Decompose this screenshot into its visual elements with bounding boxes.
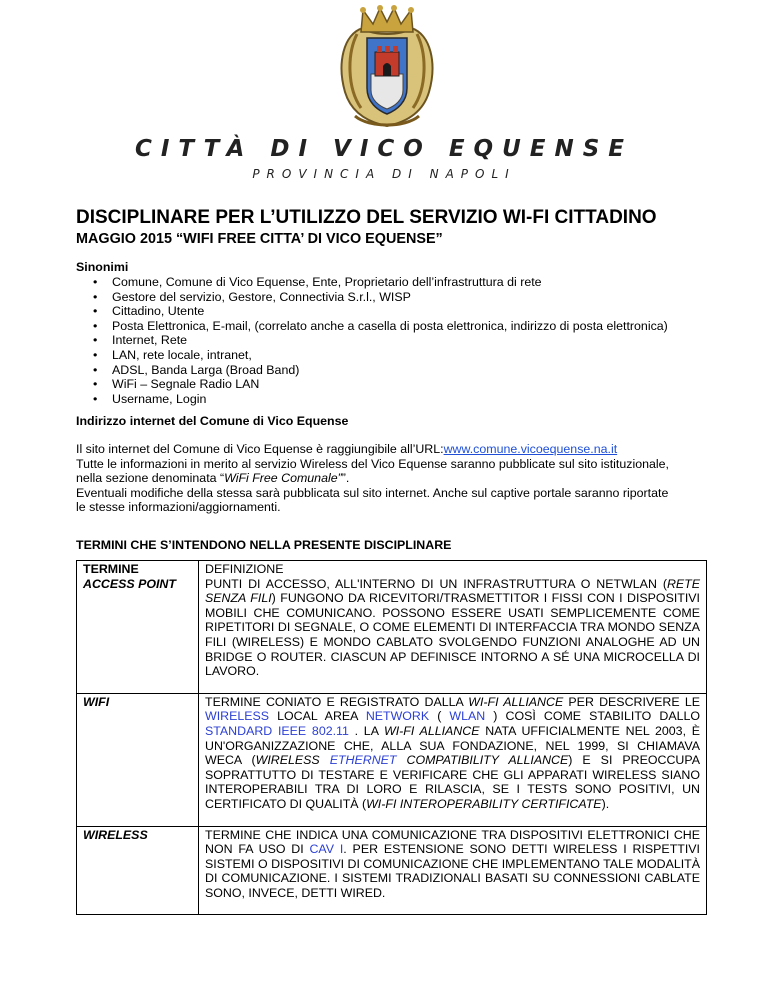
text: ”. <box>341 471 350 486</box>
text: NATA UFFICIALMENTE NEL 2003, È UN'ORGANIZZAZIONE CHE, ALLA SUA FONDAZIONE, NEL 1999, SI CHIAMAVA WECA ( <box>205 723 701 768</box>
city-name: CITTÀ DI VICO EQUENSE <box>135 136 633 162</box>
text: PER DESCRIVERE LE <box>563 694 700 709</box>
text: COMPATIBILITY ALLIANCE <box>396 753 569 768</box>
text: TERMINE CONIATO E REGISTRATO DALLA <box>205 694 469 709</box>
column-header-definition: DEFINIZIONE <box>205 562 284 576</box>
text: le stesse informazioni/aggiornamenti. <box>76 500 281 515</box>
text: Il sito internet del Comune di Vico Equense è raggiungibile all’URL: <box>76 442 444 456</box>
text: ). <box>601 796 610 811</box>
list-item: • Cittadino, Utente <box>76 304 668 319</box>
list-item: • Username, Login <box>76 392 668 407</box>
synonyms-heading: Sinonimi <box>76 260 129 274</box>
document-title: DISCIPLINARE PER L’UTILIZZO DEL SERVIZIO WI-FI CITTADINO <box>76 207 657 228</box>
text: . LA <box>348 723 385 738</box>
website-link[interactable]: www.comune.vicoequense.na.it <box>443 442 618 456</box>
list-item: • Gestore del servizio, Gestore, Connectivia S.r.l., WISP <box>76 290 668 305</box>
term-access-point: ACCESS POINT <box>83 576 176 591</box>
text: WI-FI ALLIANCE <box>468 694 564 709</box>
terms-table <box>76 560 707 915</box>
list-item: • WiFi – Segnale Radio LAN <box>76 377 668 392</box>
network-link[interactable]: NETWORK <box>365 709 430 724</box>
text: nella sezione denominata “ <box>76 471 225 486</box>
wireless-link[interactable]: WIRELESS <box>205 709 270 724</box>
cavi-link[interactable]: CAV I <box>309 842 344 857</box>
ethernet-link[interactable]: ETHERNET <box>329 753 397 768</box>
text: WI-FI ALLIANCE <box>384 723 480 738</box>
text: WiFi Free Comunale” <box>224 471 342 486</box>
wlan-link[interactable]: WLAN <box>449 709 486 724</box>
text: ) E SI PREOCCUPA SOPRATTUTTO DI TESTARE E VERIFICARE CHE GLI APPARATI WIRELESS SIANO INTEROPERABILI TRA DI LORO E RILASCIA, SE I TESTS SONO POSITIVI, UN CERTIFICATO DI QUALITÀ ( <box>205 753 700 811</box>
text: WIRELESS <box>255 753 330 768</box>
terms-section-heading: TERMINI CHE S’INTENDONO NELLA PRESENTE DISCIPLINARE <box>76 538 452 552</box>
province-name: PROVINCIA DI NAPOLI <box>252 167 516 181</box>
text: Eventuali modifiche della stessa sarà pubblicata sul sito internet. Anche sul captive portale saranno riportate <box>76 485 669 500</box>
table-row <box>77 693 707 826</box>
coat-of-arms-logo <box>333 4 441 132</box>
standard-link[interactable]: STANDARD IEEE 802.11 <box>205 723 349 738</box>
definition-cell <box>199 693 707 826</box>
text: ( <box>429 709 450 724</box>
text: ) COSÌ COME STABILITO DALLO <box>485 709 701 724</box>
text: Tutte le informazioni in merito al servizio Wireless del Vico Equense saranno pubblicate sul sito istituzionale, <box>76 456 669 471</box>
list-item: • Posta Elettronica, E-mail, (correlato anche a casella di posta elettronica, indirizzo di posta elettronica) <box>76 319 668 334</box>
text: . PER ESTENSIONE SONO DETTI WIRELESS I RISPETTIVI SISTEMI O DISPOSITIVI DI COMUNICAZIONE CHE IMPLEMENTANO TALE MODALITÀ DI COMUNICAZIONE. I SISTEMI TRADIZIONALI BASATI SU CONNESSIONI CABLATE SONO, INVECE, DETTI WIRED. <box>205 842 701 900</box>
list-item: • Internet, Rete <box>76 333 668 348</box>
definition-cell <box>199 826 707 915</box>
list-item: • Comune, Comune di Vico Equense, Ente, Proprietario dell’infrastruttura di rete <box>76 275 668 290</box>
text: TERMINE CHE INDICA UNA COMUNICAZIONE TRA DISPOSITIVI ELETTRONICI CHE NON FA USO DI <box>205 827 700 857</box>
list-item: • ADSL, Banda Larga (Broad Band) <box>76 363 668 378</box>
text: WI-FI INTEROPERABILITY CERTIFICATE <box>366 796 602 811</box>
definition-cell <box>199 561 707 694</box>
document-subtitle: MAGGIO 2015 “WIFI FREE CITTA’ DI VICO EQUENSE” <box>76 231 443 247</box>
text: ) FUNGONO DA RICEVITORI/TRASMETTITOR I FISSI CON I DISPOSITIVI MOBILI CHE COMUNICANO. POSSONO ESSERE USATI SEMPLICEMENTE COME RIPETITORI DI SEGNALE, O COME ELEMENTI DI INTERFACCIA TRA MONDO SENZA FILI (WIRELESS) E MONDO CABLATO SVOLGENDO FUNZIONI ANALOGHE AD UN BRIDGE O ROUTER. CIASCUN AP DEFINISCE INTORNO A SÉ UNA MICROCELLA DI LAVORO. <box>205 591 700 679</box>
term-cell <box>77 561 199 694</box>
column-header-term: TERMINE <box>83 562 139 576</box>
internet-section-heading: Indirizzo internet del Comune di Vico Equense <box>76 414 349 428</box>
term-wireless: WIRELESS <box>77 826 199 915</box>
table-row <box>77 826 707 915</box>
text: PUNTI DI ACCESSO, ALL'INTERNO DI UN INFRASTRUTTURA O NETWLAN ( <box>205 576 667 591</box>
table-row <box>77 561 707 694</box>
internet-section-text <box>76 442 706 515</box>
term-wifi: WIFI <box>77 693 199 826</box>
synonyms-list <box>76 275 668 406</box>
text: RETE SENZA FILI <box>205 576 700 606</box>
list-item: • LAN, rete locale, intranet, <box>76 348 668 363</box>
text: LOCAL AREA <box>269 709 366 724</box>
